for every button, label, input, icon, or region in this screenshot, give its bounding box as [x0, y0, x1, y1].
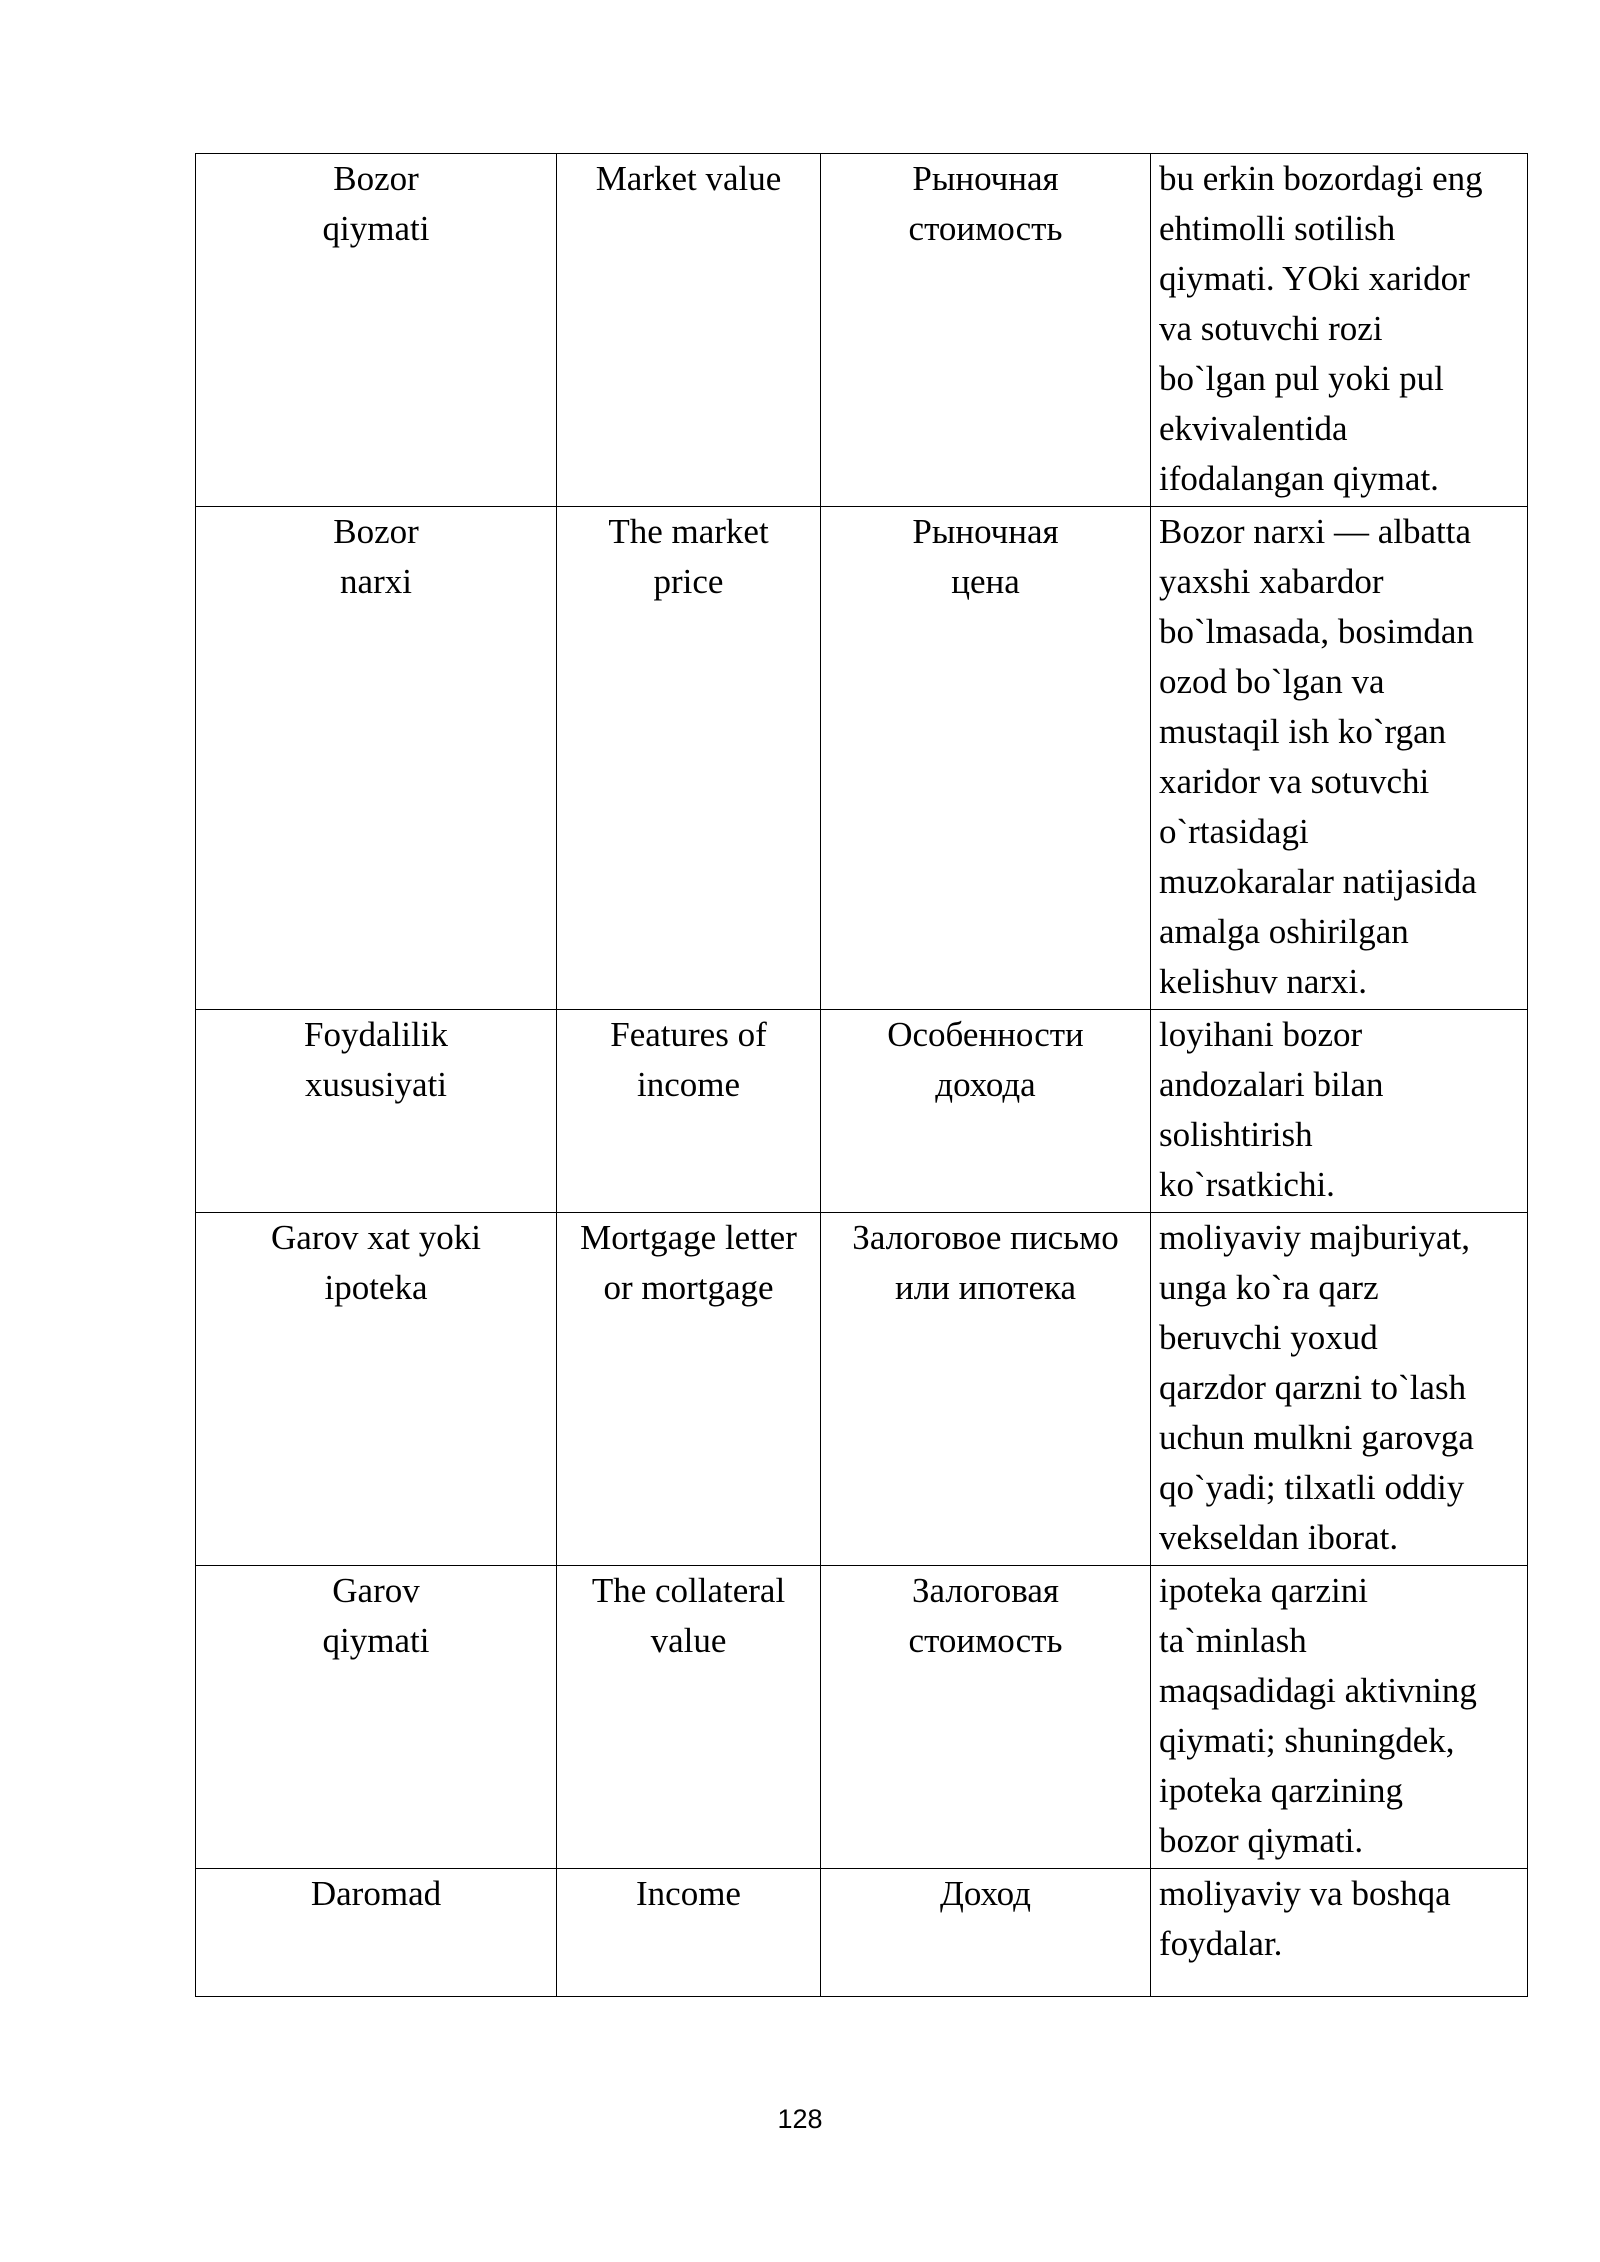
definition-text: ipoteka qarzini ta`minlash maqsadidagi aktivning qiymati; shuningdek, ipoteka qarzining bozor qiymati. [1159, 1571, 1477, 1860]
definition-text: moliyaviy majburiyat, unga ko`ra qarz beruvchi yoxud qarzdor qarzni to`lash uchun mulkni garovga qo`yadi; tilxatli oddiy vekseldan iborat. [1159, 1218, 1474, 1557]
term-russian-cell [821, 1869, 1151, 1997]
term-russian: Рыночная стоимость [908, 159, 1063, 248]
term-russian-cell [821, 154, 1151, 507]
term-uzbek-cell [196, 1566, 557, 1869]
definition-text: loyihani bozor andozalari bilan solishtirish ko`rsatkichi. [1159, 1015, 1384, 1204]
glossary-table [195, 153, 1528, 1997]
definition-cell [1151, 1010, 1528, 1213]
definition-cell [1151, 507, 1528, 1010]
table-row [196, 1566, 1528, 1869]
term-english: Mortgage letter or mortgage [580, 1218, 797, 1307]
term-english: Market value [595, 159, 782, 198]
term-uzbek: Foydalilik xususiyati [304, 1015, 448, 1104]
term-english-cell [557, 1566, 821, 1869]
term-uzbek: Daromad [310, 1874, 442, 1913]
term-russian-cell [821, 1213, 1151, 1566]
term-uzbek: Garov xat yoki ipoteka [271, 1218, 481, 1307]
term-uzbek-cell [196, 507, 557, 1010]
term-english-cell [557, 1213, 821, 1566]
definition-text: bu erkin bozordagi eng ehtimolli sotilish qiymati. YOki xaridor va sotuvchi rozi bo`lgan pul yoki pul ekvivalentida ifodalangan qiymat. [1159, 159, 1483, 498]
term-russian-cell [821, 507, 1151, 1010]
term-uzbek: Garov qiymati [322, 1571, 430, 1660]
term-russian-cell [821, 1566, 1151, 1869]
term-english: The market price [608, 512, 769, 601]
term-english: Income [636, 1874, 741, 1913]
definition-cell [1151, 154, 1528, 507]
term-russian: Залоговое письмо или ипотека [852, 1218, 1119, 1307]
term-russian: Доход [940, 1874, 1031, 1913]
page-number: 128 [777, 2104, 823, 2134]
term-english-cell [557, 507, 821, 1010]
term-uzbek-cell [196, 1869, 557, 1997]
term-russian: Рыночная цена [912, 512, 1059, 601]
term-russian: Залоговая стоимость [908, 1571, 1063, 1660]
definition-text: moliyaviy va boshqa foydalar. [1159, 1874, 1451, 1963]
term-english-cell [557, 1010, 821, 1213]
term-uzbek-cell [196, 154, 557, 507]
term-uzbek: Bozor qiymati [322, 159, 430, 248]
table-row [196, 1869, 1528, 1997]
term-russian-cell [821, 1010, 1151, 1213]
term-uzbek-cell [196, 1213, 557, 1566]
term-english: The collateral value [591, 1571, 786, 1660]
definition-text: Bozor narxi — albatta yaxshi xabardor bo`lmasada, bosimdan ozod bo`lgan va mustaqil ish ko`rgan xaridor va sotuvchi o`rtasidagi muzokaralar natijasida amalga oshirilgan kelishuv narxi. [1159, 512, 1477, 1001]
term-uzbek: Bozor narxi [333, 512, 419, 601]
definition-cell [1151, 1213, 1528, 1566]
definition-cell [1151, 1869, 1528, 1997]
definition-cell [1151, 1566, 1528, 1869]
table-row [196, 154, 1528, 507]
term-english-cell [557, 154, 821, 507]
table-row [196, 507, 1528, 1010]
term-uzbek-cell [196, 1010, 557, 1213]
term-english: Features of income [610, 1015, 767, 1104]
table-row [196, 1010, 1528, 1213]
term-english-cell [557, 1869, 821, 1997]
table-row [196, 1213, 1528, 1566]
term-russian: Особенности дохода [887, 1015, 1084, 1104]
